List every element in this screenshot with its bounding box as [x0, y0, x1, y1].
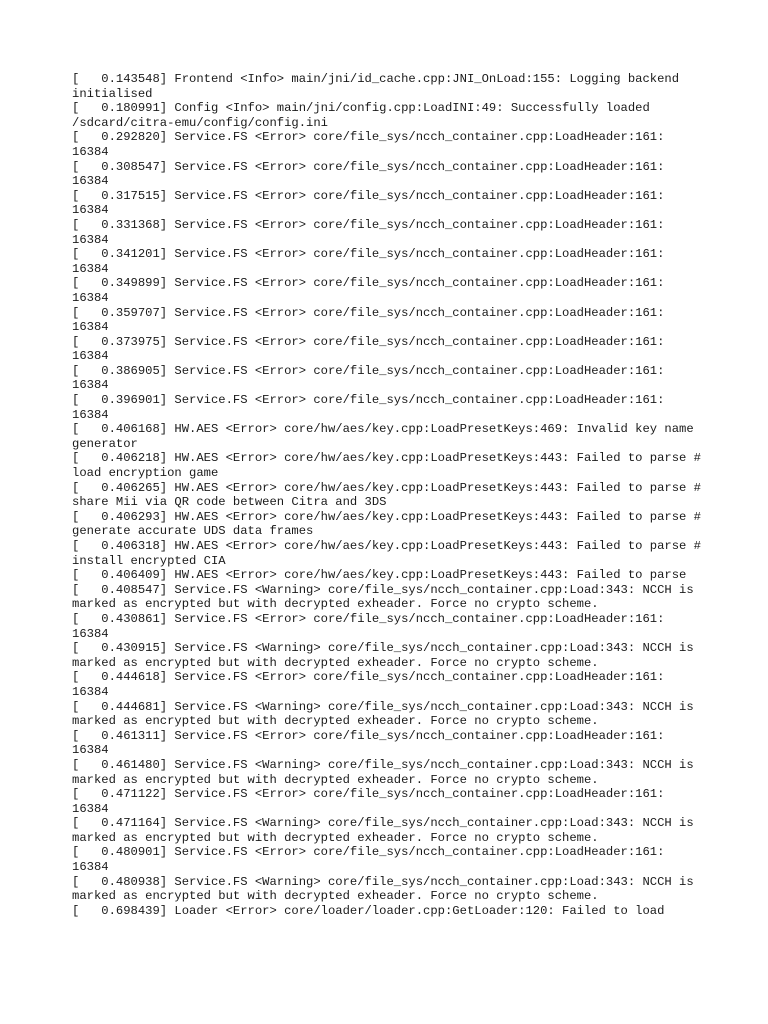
log-line: [ 0.143548] Frontend <Info> main/jni/id_cache.cpp:JNI_OnLoad:155: Logging backend initialised: [72, 72, 687, 101]
log-line: [ 0.444681] Service.FS <Warning> core/file_sys/ncch_container.cpp:Load:343: NCCH is marked as encrypted but with decrypted exheader. Force no crypto scheme.: [72, 699, 701, 729]
log-line: [ 0.406168] HW.AES <Error> core/hw/aes/key.cpp:LoadPresetKeys:469: Invalid key name generator: [72, 422, 701, 451]
log-line: [ 0.331368] Service.FS <Error> core/file_sys/ncch_container.cpp:LoadHeader:161: 16384: [72, 217, 672, 247]
log-line: [ 0.471122] Service.FS <Error> core/file_sys/ncch_container.cpp:LoadHeader:161: 16384: [72, 787, 672, 816]
log-line: [ 0.444618] Service.FS <Error> core/file_sys/ncch_container.cpp:LoadHeader:161: 16384: [72, 670, 672, 699]
log-line: [ 0.406265] HW.AES <Error> core/hw/aes/key.cpp:LoadPresetKeys:443: Failed to parse # share Mii via QR code between Citra and 3DS: [72, 480, 709, 510]
log-line: [ 0.480938] Service.FS <Warning> core/file_sys/ncch_container.cpp:Load:343: NCCH is marked as encrypted but with decrypted exheader. Force no crypto scheme.: [72, 874, 701, 904]
log-line: [ 0.341201] Service.FS <Error> core/file_sys/ncch_container.cpp:LoadHeader:161: 16384: [72, 247, 672, 276]
log-line: [ 0.480901] Service.FS <Error> core/file_sys/ncch_container.cpp:LoadHeader:161: 16384: [72, 845, 672, 875]
log-line: [ 0.471164] Service.FS <Warning> core/file_sys/ncch_container.cpp:Load:343: NCCH is marked as encrypted but with decrypted exheader. Force no crypto scheme.: [72, 816, 701, 845]
log-line: [ 0.180991] Config <Info> main/jni/config.cpp:LoadINI:49: Successfully loaded /sdcard/citra-emu/config/config.ini: [72, 101, 658, 130]
log-line: [ 0.430915] Service.FS <Warning> core/file_sys/ncch_container.cpp:Load:343: NCCH is marked as encrypted but with decrypted exheader. Force no crypto scheme.: [72, 641, 701, 670]
log-line: [ 0.698439] Loader <Error> core/loader/loader.cpp:GetLoader:120: Failed to load: [72, 903, 665, 918]
log-line: [ 0.308547] Service.FS <Error> core/file_sys/ncch_container.cpp:LoadHeader:161: 16384: [72, 159, 672, 189]
log-line: [ 0.406293] HW.AES <Error> core/hw/aes/key.cpp:LoadPresetKeys:443: Failed to parse # generate accurate UDS data frames: [72, 509, 709, 539]
log-line: [ 0.292820] Service.FS <Error> core/file_sys/ncch_container.cpp:LoadHeader:161: 16384: [72, 130, 672, 159]
log-line: [ 0.317515] Service.FS <Error> core/file_sys/ncch_container.cpp:LoadHeader:161: 16384: [72, 188, 672, 218]
log-line: [ 0.359707] Service.FS <Error> core/file_sys/ncch_container.cpp:LoadHeader:161: 16384: [72, 305, 672, 335]
log-line: [ 0.430861] Service.FS <Error> core/file_sys/ncch_container.cpp:LoadHeader:161: 16384: [72, 611, 672, 641]
log-line: [ 0.373975] Service.FS <Error> core/file_sys/ncch_container.cpp:LoadHeader:161: 16384: [72, 334, 672, 364]
log-line: [ 0.461480] Service.FS <Warning> core/file_sys/ncch_container.cpp:Load:343: NCCH is marked as encrypted but with decrypted exheader. Force no crypto scheme.: [72, 757, 701, 787]
log-line: [ 0.406318] HW.AES <Error> core/hw/aes/key.cpp:LoadPresetKeys:443: Failed to parse # install encrypted CIA: [72, 539, 709, 568]
log-line: [ 0.406218] HW.AES <Error> core/hw/aes/key.cpp:LoadPresetKeys:443: Failed to parse # load encryption game: [72, 451, 709, 481]
log-line: [ 0.386905] Service.FS <Error> core/file_sys/ncch_container.cpp:LoadHeader:161: 16384: [72, 363, 672, 393]
log-line: [ 0.408547] Service.FS <Warning> core/file_sys/ncch_container.cpp:Load:343: NCCH is marked as encrypted but with decrypted exheader. Force no crypto scheme.: [72, 582, 701, 612]
log-line: [ 0.406409] HW.AES <Error> core/hw/aes/key.cpp:LoadPresetKeys:443: Failed to parse: [72, 568, 687, 583]
log-line: [ 0.461311] Service.FS <Error> core/file_sys/ncch_container.cpp:LoadHeader:161: 16384: [72, 728, 672, 758]
log-line: [ 0.396901] Service.FS <Error> core/file_sys/ncch_container.cpp:LoadHeader:161: 16384: [72, 393, 672, 422]
log-line: [ 0.349899] Service.FS <Error> core/file_sys/ncch_container.cpp:LoadHeader:161: 16384: [72, 276, 672, 305]
log-document: [72, 72, 709, 918]
